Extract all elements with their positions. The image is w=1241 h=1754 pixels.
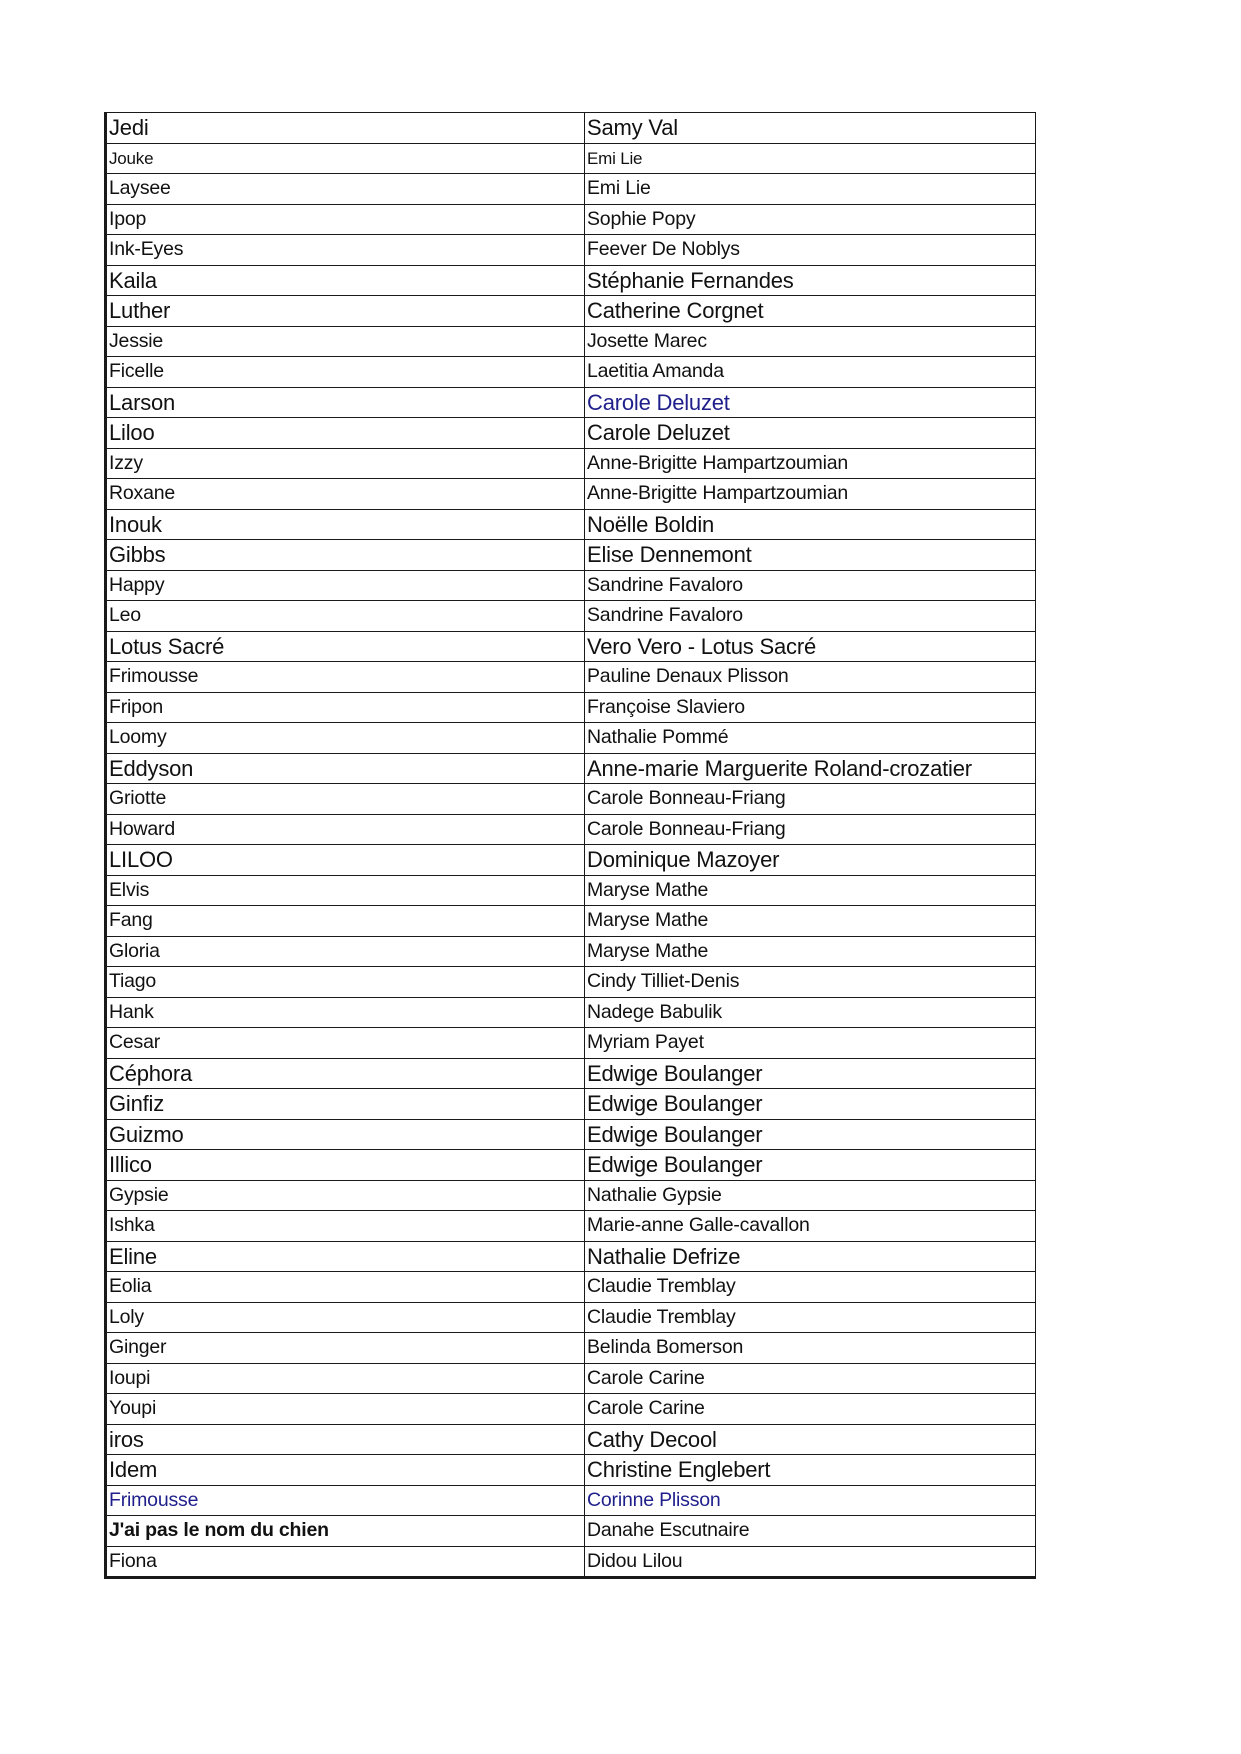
table-row — [106, 1150, 1036, 1181]
owner-name-cell: Marie-anne Galle-cavallon — [585, 1211, 1036, 1242]
dog-name-cell: Izzy — [106, 448, 585, 479]
table-row — [106, 570, 1036, 601]
dog-name-cell: Youpi — [106, 1394, 585, 1425]
owner-name-cell: Didou Lilou — [585, 1546, 1036, 1578]
owner-name-cell: Carole Deluzet — [585, 418, 1036, 449]
owner-name-cell: Edwige Boulanger — [585, 1119, 1036, 1150]
owner-name-cell: Emi Lie — [585, 174, 1036, 205]
dog-name-cell: Leo — [106, 601, 585, 632]
dog-name-cell: Liloo — [106, 418, 585, 449]
owner-name-cell: Carole Carine — [585, 1363, 1036, 1394]
table-row — [106, 753, 1036, 784]
owner-name-cell: Christine Englebert — [585, 1455, 1036, 1486]
dog-name-cell: Luther — [106, 296, 585, 327]
owner-name-cell: Elise Dennemont — [585, 540, 1036, 571]
dog-name-cell: Ishka — [106, 1211, 585, 1242]
owner-name-cell: Claudie Tremblay — [585, 1272, 1036, 1303]
owner-name-cell: Laetitia Amanda — [585, 357, 1036, 388]
owner-name-cell: Edwige Boulanger — [585, 1058, 1036, 1089]
table-row — [106, 387, 1036, 418]
table-row — [106, 1333, 1036, 1364]
table-body — [106, 113, 1036, 1578]
dog-name-cell: Roxane — [106, 479, 585, 510]
table-row — [106, 1424, 1036, 1455]
table-row — [106, 875, 1036, 906]
dog-name-cell: Idem — [106, 1455, 585, 1486]
dog-name-cell: Larson — [106, 387, 585, 418]
dog-name-cell: Eline — [106, 1241, 585, 1272]
dog-name-cell: Ginfiz — [106, 1089, 585, 1120]
table-row — [106, 906, 1036, 937]
table-row — [106, 113, 1036, 144]
dog-name-cell: Ioupi — [106, 1363, 585, 1394]
dog-name-cell: Howard — [106, 814, 585, 845]
owner-name-cell: Carole Bonneau-Friang — [585, 814, 1036, 845]
table-row — [106, 662, 1036, 693]
owner-name-cell: Myriam Payet — [585, 1028, 1036, 1059]
table-row — [106, 601, 1036, 632]
owner-name-cell: Sandrine Favaloro — [585, 570, 1036, 601]
owner-name-cell: Belinda Bomerson — [585, 1333, 1036, 1364]
table-row — [106, 448, 1036, 479]
owner-name-cell: Anne-marie Marguerite Roland-crozatier — [585, 753, 1036, 784]
dog-name-cell: Frimousse — [106, 662, 585, 693]
table-row — [106, 479, 1036, 510]
dog-name-cell: Fripon — [106, 692, 585, 723]
dog-name-cell: Eddyson — [106, 753, 585, 784]
dog-name-cell: Fiona — [106, 1546, 585, 1578]
table-row — [106, 326, 1036, 357]
owner-name-cell: Maryse Mathe — [585, 875, 1036, 906]
dog-name-cell: LILOO — [106, 845, 585, 876]
owner-name-cell: Maryse Mathe — [585, 906, 1036, 937]
owner-name-cell: Danahe Escutnaire — [585, 1516, 1036, 1547]
dog-name-cell: J'ai pas le nom du chien — [106, 1516, 585, 1547]
table-row — [106, 174, 1036, 205]
table-row — [106, 1028, 1036, 1059]
dog-name-cell: Ficelle — [106, 357, 585, 388]
table-row — [106, 723, 1036, 754]
table-row — [106, 814, 1036, 845]
dog-name-cell: Loomy — [106, 723, 585, 754]
owner-name-cell: Sophie Popy — [585, 204, 1036, 235]
table-row — [106, 692, 1036, 723]
owner-name-cell: Carole Deluzet — [585, 387, 1036, 418]
dog-name-cell: Laysee — [106, 174, 585, 205]
table-row — [106, 204, 1036, 235]
owner-name-cell: Corinne Plisson — [585, 1485, 1036, 1516]
dog-name-cell: Ink-Eyes — [106, 235, 585, 266]
table-row — [106, 143, 1036, 174]
dog-name-cell: Hank — [106, 997, 585, 1028]
dog-name-cell: Guizmo — [106, 1119, 585, 1150]
table-row — [106, 967, 1036, 998]
dog-name-cell: Elvis — [106, 875, 585, 906]
owner-name-cell: Cindy Tilliet-Denis — [585, 967, 1036, 998]
owner-name-cell: Claudie Tremblay — [585, 1302, 1036, 1333]
table-row — [106, 1180, 1036, 1211]
dog-name-cell: iros — [106, 1424, 585, 1455]
table-row — [106, 631, 1036, 662]
table-row — [106, 1241, 1036, 1272]
dog-name-cell: Jouke — [106, 143, 585, 174]
owner-name-cell: Pauline Denaux Plisson — [585, 662, 1036, 693]
dog-name-cell: Inouk — [106, 509, 585, 540]
owner-name-cell: Josette Marec — [585, 326, 1036, 357]
table-row — [106, 936, 1036, 967]
dog-owner-table — [104, 112, 1036, 1579]
table-row — [106, 1302, 1036, 1333]
owner-name-cell: Edwige Boulanger — [585, 1150, 1036, 1181]
owner-name-cell: Edwige Boulanger — [585, 1089, 1036, 1120]
table-row — [106, 1089, 1036, 1120]
dog-name-cell: Gibbs — [106, 540, 585, 571]
table-row — [106, 1363, 1036, 1394]
table-row — [106, 784, 1036, 815]
dog-name-cell: Gloria — [106, 936, 585, 967]
dog-name-cell: Fang — [106, 906, 585, 937]
table-row — [106, 1455, 1036, 1486]
table-row — [106, 509, 1036, 540]
owner-name-cell: Vero Vero - Lotus Sacré — [585, 631, 1036, 662]
owner-name-cell: Anne-Brigitte Hampartzoumian — [585, 448, 1036, 479]
table-row — [106, 296, 1036, 327]
dog-name-cell: Tiago — [106, 967, 585, 998]
table-row — [106, 540, 1036, 571]
table-row — [106, 418, 1036, 449]
dog-name-cell: Jessie — [106, 326, 585, 357]
owner-name-cell: Nadege Babulik — [585, 997, 1036, 1028]
owner-name-cell: Nathalie Pommé — [585, 723, 1036, 754]
table-row — [106, 1058, 1036, 1089]
dog-name-cell: Griotte — [106, 784, 585, 815]
dog-name-cell: Lotus Sacré — [106, 631, 585, 662]
table-row — [106, 1211, 1036, 1242]
table-row — [106, 845, 1036, 876]
dog-name-cell: Ipop — [106, 204, 585, 235]
table-row — [106, 1546, 1036, 1578]
table-row — [106, 265, 1036, 296]
owner-name-cell: Stéphanie Fernandes — [585, 265, 1036, 296]
table-row — [106, 1485, 1036, 1516]
dog-name-cell: Céphora — [106, 1058, 585, 1089]
dog-name-cell: Illico — [106, 1150, 585, 1181]
table-row — [106, 1272, 1036, 1303]
owner-name-cell: Maryse Mathe — [585, 936, 1036, 967]
dog-name-cell: Happy — [106, 570, 585, 601]
dog-name-cell: Cesar — [106, 1028, 585, 1059]
table-row — [106, 235, 1036, 266]
owner-name-cell: Dominique Mazoyer — [585, 845, 1036, 876]
owner-name-cell: Feever De Noblys — [585, 235, 1036, 266]
table-row — [106, 1119, 1036, 1150]
owner-name-cell: Samy Val — [585, 113, 1036, 144]
table-row — [106, 1394, 1036, 1425]
dog-name-cell: Ginger — [106, 1333, 585, 1364]
owner-name-cell: Noëlle Boldin — [585, 509, 1036, 540]
owner-name-cell: Carole Carine — [585, 1394, 1036, 1425]
owner-name-cell: Nathalie Defrize — [585, 1241, 1036, 1272]
dog-name-cell: Frimousse — [106, 1485, 585, 1516]
dog-name-cell: Loly — [106, 1302, 585, 1333]
owner-name-cell: Emi Lie — [585, 143, 1036, 174]
owner-name-cell: Françoise Slaviero — [585, 692, 1036, 723]
owner-name-cell: Carole Bonneau-Friang — [585, 784, 1036, 815]
owner-name-cell: Anne-Brigitte Hampartzoumian — [585, 479, 1036, 510]
owner-name-cell: Sandrine Favaloro — [585, 601, 1036, 632]
owner-name-cell: Catherine Corgnet — [585, 296, 1036, 327]
owner-name-cell: Nathalie Gypsie — [585, 1180, 1036, 1211]
dog-name-cell: Kaila — [106, 265, 585, 296]
dog-name-cell: Gypsie — [106, 1180, 585, 1211]
dog-name-cell: Eolia — [106, 1272, 585, 1303]
owner-name-cell: Cathy Decool — [585, 1424, 1036, 1455]
table-row — [106, 357, 1036, 388]
dog-name-cell: Jedi — [106, 113, 585, 144]
table-row — [106, 1516, 1036, 1547]
table-row — [106, 997, 1036, 1028]
